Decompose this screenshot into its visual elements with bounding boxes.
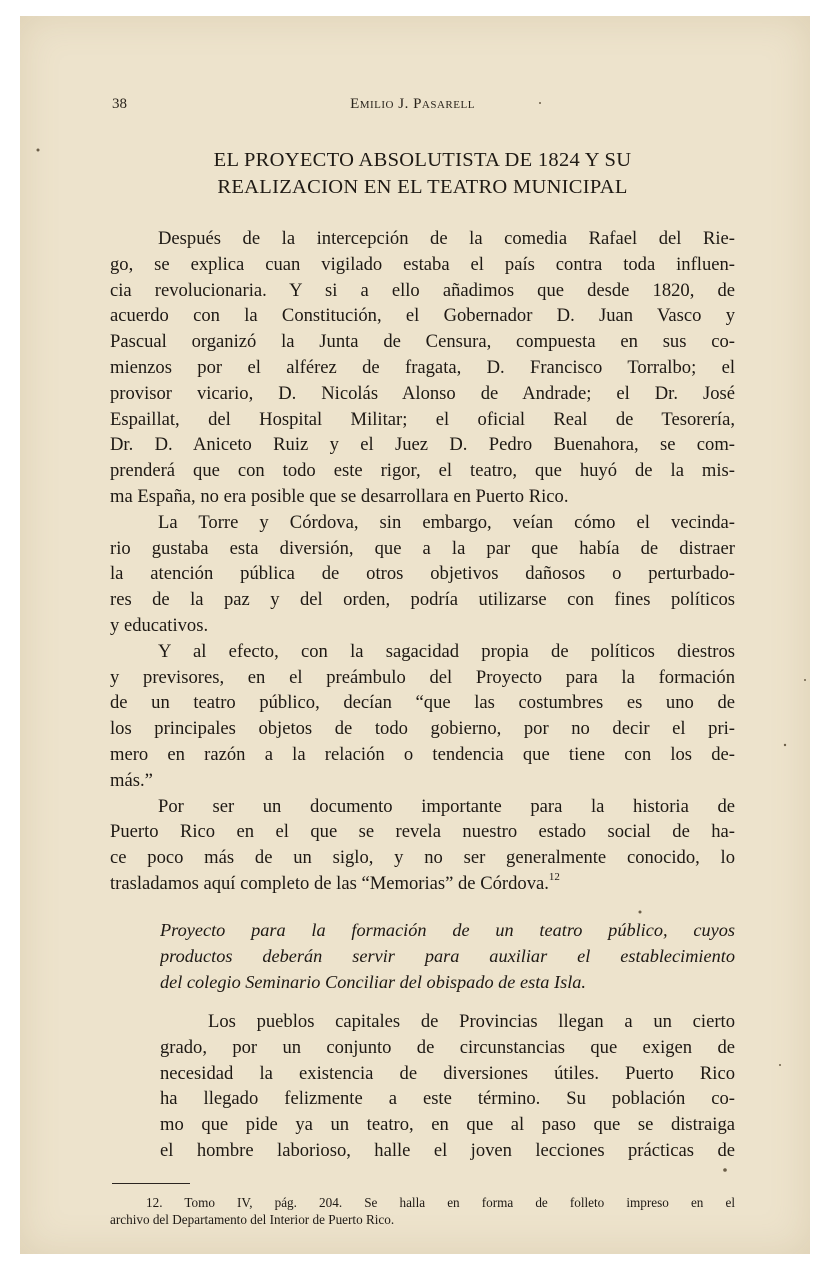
footnote-line: archivo del Departamento del Interior de Puerto Rico. [110,1212,395,1227]
running-head: Emilio J. Pasarell [350,96,475,112]
text-line: provisor vicario, D. Nicolás Alonso de Andrade; el Dr. José [110,382,735,404]
title-line: EL PROYECTO ABSOLUTISTA DE 1824 Y SU [213,149,632,171]
text-line: Por ser un documento importante para la historia de [158,795,735,817]
text-line: Y al efecto, con la sagacidad propia de políticos diestros [158,640,735,662]
text-line: acuerdo con la Constitución, el Gobernador D. Juan Vasco y [110,305,735,327]
body-text [110,226,735,897]
document-subtitle [160,918,735,995]
subtitle-line: del colegio Seminario Conciliar del obispado de esta Isla. [160,971,587,992]
footnote-line: 12. Tomo IV, pág. 204. Se halla en forma de folleto impreso en el [146,1195,735,1210]
page-number: 38 [112,96,127,112]
title-line: REALIZACION EN EL TEATRO MUNICIPAL [217,176,628,198]
subtitle-line: productos deberán servir para auxiliar el establecimiento [160,945,735,966]
text-line: más.” [110,769,153,791]
subtitle-line: Proyecto para la formación de un teatro público, cuyos [160,920,735,940]
text-line: mero en razón a la relación o tendencia que tiene con los de- [110,743,735,765]
text-line: grado, por un conjunto de circunstancias que exigen de [160,1036,735,1058]
footnote [110,1194,735,1228]
text-line: necesidad la existencia de diversiones útiles. Puerto Rico [160,1062,735,1084]
text-line: la atención pública de otros objetivos dañosos o perturbado- [110,563,735,585]
text-line: Los pueblos capitales de Provincias llegan a un cierto [208,1011,735,1032]
text-line: ce poco más de un siglo, y no ser generalmente conocido, lo [110,847,735,869]
text-line: el hombre laborioso, halle el joven lecciones prácticas de [160,1139,735,1161]
text-line: Pascual organizó la Junta de Censura, compuesta en sus co- [110,331,735,353]
text-line: y previsores, en el preámbulo del Proyecto para la formación [110,666,735,688]
text-line: rio gustaba esta diversión, que a la par que había de distraer [110,537,735,559]
text-line: res de la paz y del orden, podría utilizarse con fines políticos [110,589,735,611]
quoted-document-text [160,1009,735,1164]
text-line: Puerto Rico en el que se revela nuestro estado social de ha- [110,821,735,843]
text-line: Dr. D. Aniceto Ruiz y el Juez D. Pedro Buenahora, se com- [110,434,735,456]
text-line: de un teatro público, decían “que las costumbres es uno de [110,692,735,714]
text-line: Espaillat, del Hospital Militar; el oficial Real de Tesorería, [110,408,735,430]
footnote-rule [112,1183,190,1184]
text-line: prenderá que con todo este rigor, el teatro, que huyó de la mis- [110,460,735,482]
text-line: mienzos por el alférez de fragata, D. Francisco Torralbo; el [110,356,735,378]
text-line: ma España, no era posible que se desarrollara en Puerto Rico. [110,485,569,507]
text-line [110,226,735,252]
chapter-title [110,147,735,201]
text-line: los principales objetos de todo gobierno, por no decir el pri- [110,718,735,740]
text-line: La Torre y Córdova, sin embargo, veían cómo el vecinda- [158,511,735,533]
page-header [0,96,825,120]
text-line [110,871,735,897]
text-line: ha llegado felizmente a este término. Su población co- [160,1088,735,1110]
line-text: Después de la intercepción de la comedia Rafael del Rie- [158,228,735,249]
text-line: go, se explica cuan vigilado estaba el país contra toda influen- [110,253,735,275]
text-line: cia revolucionaria. Y si a ello añadimos que desde 1820, de [110,279,735,301]
text-line: y educativos. [110,614,209,636]
line-text: trasladamos aquí completo de las “Memorias” de Córdova. [110,872,549,894]
footnote-marker: 12 [548,870,560,883]
text-line: mo que pide ya un teatro, en que al paso que se distraiga [160,1114,735,1136]
